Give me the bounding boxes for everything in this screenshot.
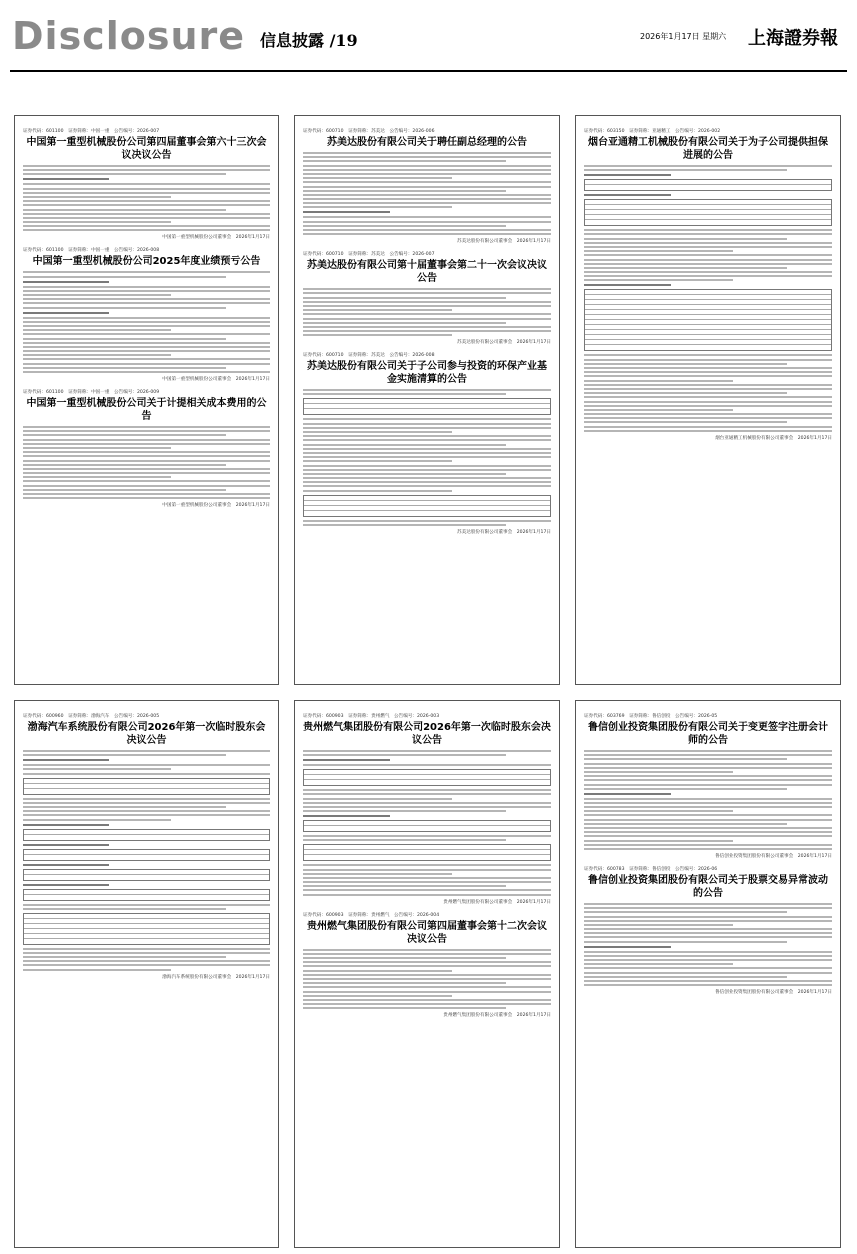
announcement-signature: 中国第一重型机械股份公司董事会 2026年1月17日 [162,235,270,241]
announcement-signature: 贵州燃气集团股份有限公司董事会 2026年1月17日 [443,899,551,905]
announcement-code-line: 证券代码：600903 证券简称：贵州燃气 公告编号：2026-004 [303,912,440,918]
announcement-body [23,750,270,971]
announcement-code-line: 证券代码：603150 证券简称：亚通精工 公告编号：2026-002 [584,129,721,134]
masthead-rule [10,70,847,72]
announcement-title: 烟台亚通精工机械股份有限公司关于为子公司提供担保进展的公告 [588,137,828,161]
announcement-panel-sumeida [294,115,560,685]
vote-table [23,889,270,901]
announcement [23,389,270,509]
announcement-signature: 鲁信创业投资集团股份有限公司董事会 2026年1月17日 [715,990,832,996]
announcement-body [584,750,832,850]
announcement [23,713,270,981]
announcement-code-line: 证券代码：600783 证券简称：鲁信创投 公告编号：2026-06 [584,866,718,872]
vote-table [303,820,551,832]
announcement-body [303,288,551,336]
info-table [303,495,551,517]
announcement [303,352,551,536]
announcement [584,128,832,442]
announcement-code-line: 证券代码：601100 证券简称：中国一重 公告编号：2026-007 [23,129,160,134]
masthead [0,0,857,72]
announcement [303,251,551,346]
vote-table [303,844,551,861]
announcement [303,912,551,1020]
section-title: 信息披露 /19 [260,31,358,50]
announcement-body [303,949,551,1010]
announcement-signature: 中国第一重型机械股份公司董事会 2026年1月17日 [162,377,270,382]
announcement-code-line: 证券代码：603769 证券简称：鲁信创投 公告编号：2026-05 [584,714,718,719]
vote-table [23,829,270,841]
announcement-panel-bohai [14,700,279,1248]
attendance-table [23,778,270,795]
announcement-body [303,152,551,235]
announcement-title: 贵州燃气集团股份有限公司2026年第一次临时股东会决议公告 [303,722,551,746]
guarantee-table [584,179,832,191]
announcement-panel-luxin [575,700,841,1248]
announcement-title: 贵州燃气集团股份有限公司第四届董事会第十二次会议决议公告 [307,920,547,945]
vote-table [23,849,270,861]
announcement-body [584,903,832,986]
announcement-body [23,165,270,231]
announcement-code-line: 证券代码：600710 证券简称：苏美达 公告编号：2026-007 [303,252,435,258]
announcement-signature: 苏美达股份有限公司董事会 2026年1月17日 [457,239,551,245]
announcement [584,866,832,996]
announcement-title: 苏美达股份有限公司关于子公司参与投资的环保产业基金实施清算的公告 [307,361,547,386]
announcement-panel-yatong [575,115,841,685]
announcement [23,128,270,241]
announcement-code-line: 证券代码：600903 证券简称：贵州燃气 公告编号：2026-003 [303,714,440,719]
announcement-code-line: 证券代码：601100 证券简称：中国一重 公告编号：2026-008 [23,248,160,254]
announcement-title: 苏美达股份有限公司第十届董事会第二十一次会议决议公告 [307,260,547,285]
announcement-title: 鲁信创业投资集团股份有限公司关于股票交易异常波动的公告 [588,874,828,899]
announcement-title: 渤海汽车系统股份有限公司2026年第一次临时股东会决议公告 [27,722,266,746]
announcement-code-line: 证券代码：600960 证券简称：渤海汽车 公告编号：2026-005 [23,714,160,719]
announcement-title: 中国第一重型机械股份公司关于计提相关成本费用的公告 [26,398,267,422]
announcement [584,713,832,860]
announcement-body [23,426,270,499]
announcement-code-line: 证券代码：600710 证券简称：苏美达 公告编号：2026-008 [303,353,435,359]
announcement-body [584,165,832,432]
announcement-signature: 贵州燃气集团股份有限公司董事会 2026年1月17日 [443,1013,551,1019]
info-table [303,398,551,415]
announcement-signature: 鲁信创业投资集团股份有限公司董事会 2026年1月17日 [715,853,832,859]
announcement-body [23,271,270,373]
announcement-body [303,389,551,526]
announcement [23,247,270,383]
vote-table [23,869,270,881]
vote-table [23,913,270,945]
newspaper-brand: 上海證券報 [748,28,838,49]
announcement-title: 苏美达股份有限公司关于聘任副总经理的公告 [327,137,527,148]
announcement-code-line: 证券代码：600710 证券简称：苏美达 公告编号：2026-006 [303,129,435,134]
announcement-signature: 中国第一重型机械股份公司董事会 2026年1月17日 [162,503,270,509]
announcement-code-line: 证券代码：601100 证券简称：中国一重 公告编号：2026-009 [23,390,160,395]
disclosure-logo: Disclosure [12,14,246,58]
announcement-body [303,750,551,896]
announcement-signature: 苏美达股份有限公司董事会 2026年1月17日 [457,340,551,346]
announcement-panel-zhongguo-yizhong [14,115,279,685]
announcement-signature: 苏美达股份有限公司董事会 2026年1月17日 [457,529,551,535]
announcement-signature: 渤海汽车系统股份有限公司董事会 2026年1月17日 [162,974,270,980]
announcement-panel-guizhou-gas [294,700,560,1248]
announcement [303,128,551,245]
subsidiary-table [584,289,832,351]
attendance-table [303,769,551,786]
announcement-title: 中国第一重型机械股份公司第四届董事会第六十三次会议决议公告 [26,137,267,161]
announcement-title: 中国第一重型机械股份公司2025年度业绩预亏公告 [32,256,261,268]
issue-date: 2026年1月17日 星期六 [640,32,727,41]
announcement-title: 鲁信创业投资集团股份有限公司关于变更签字注册会计师的公告 [588,722,828,746]
announcement [303,713,551,906]
announcement-signature: 烟台亚通精工机械股份有限公司董事会 2026年1月17日 [715,435,832,441]
guarantee-table [584,199,832,226]
